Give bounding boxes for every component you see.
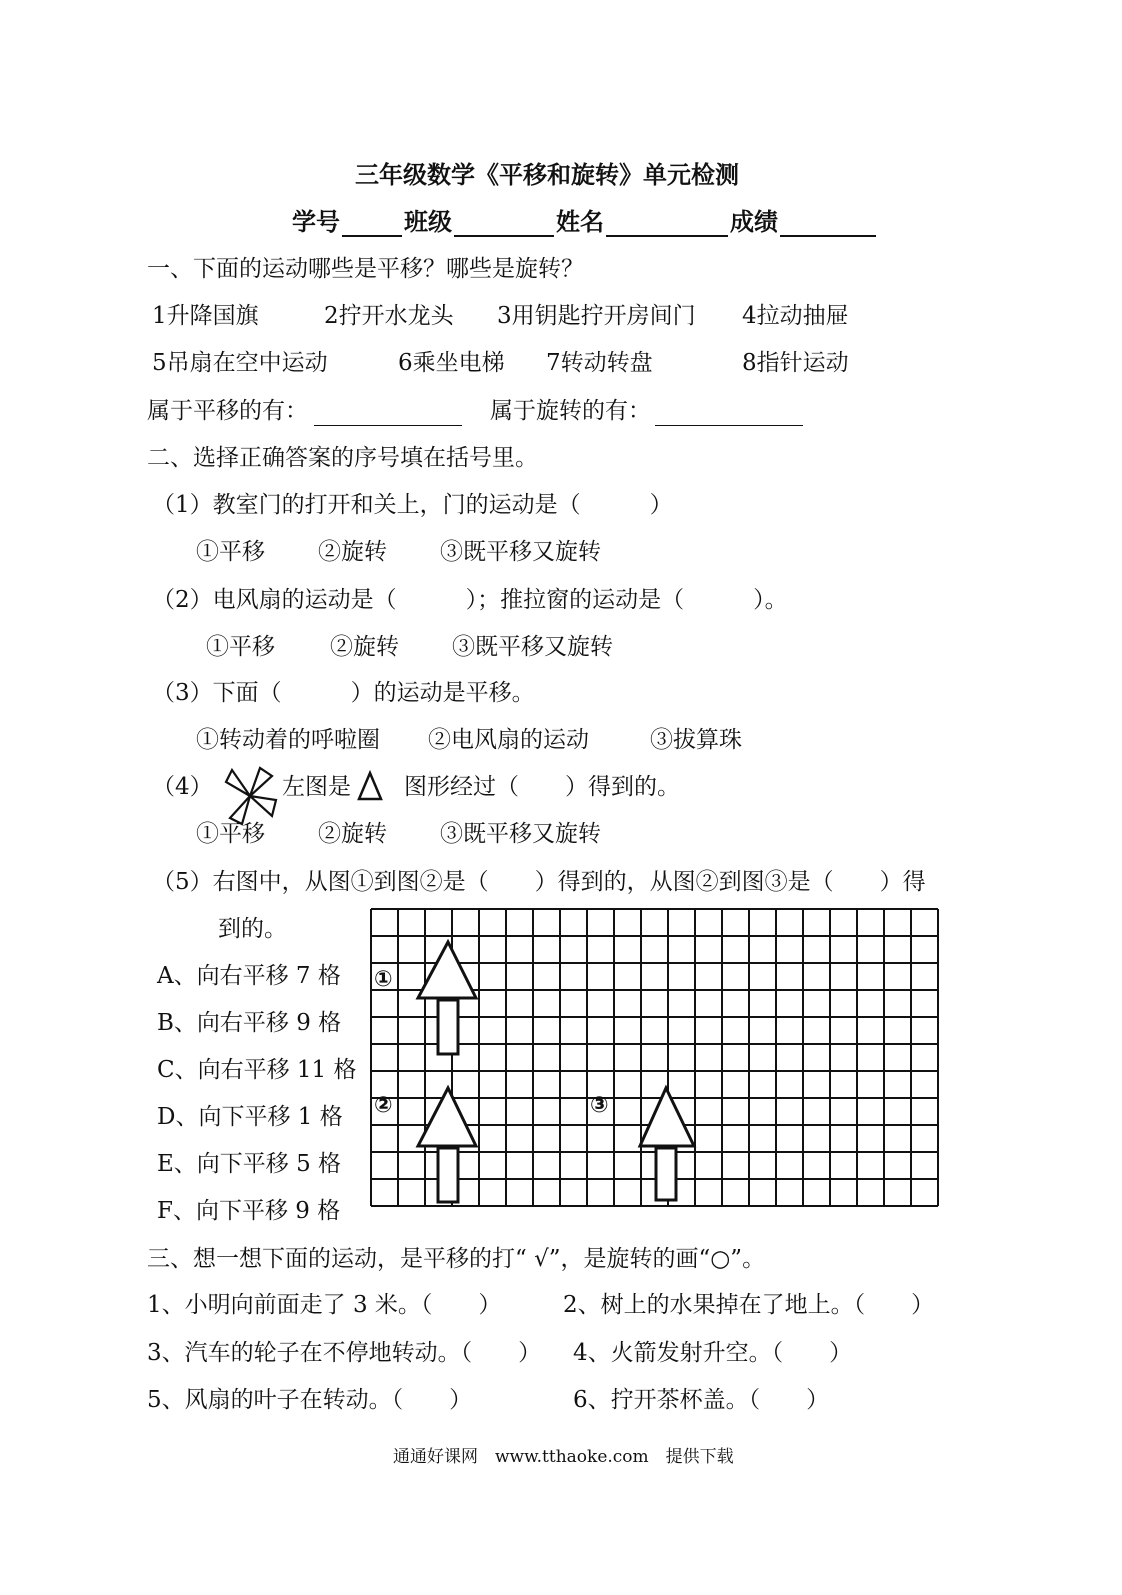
q3-option: ③拔算珠	[650, 727, 742, 753]
page-title: 三年级数学《平移和旋转》单元检测	[355, 160, 739, 189]
section1-item: 3用钥匙拧开房间门	[497, 303, 696, 329]
rotate-answer-field[interactable]	[655, 403, 803, 426]
arrow-figure-2	[418, 1088, 476, 1202]
section1-heading: 一、下面的运动哪些是平移？哪些是旋转？	[147, 256, 584, 282]
section2-heading: 二、选择正确答案的序号填在括号里。	[147, 445, 538, 471]
q1-option: ③既平移又旋转	[440, 539, 601, 565]
student-info-row	[292, 207, 878, 237]
q3-option: ②电风扇的运动	[428, 727, 589, 753]
q2-text: （2）电风扇的运动是（ ）；推拉窗的运动是（ ）。	[152, 587, 788, 613]
section3-item: 6、拧开茶杯盖。（ ）	[573, 1387, 830, 1413]
section1-item: 8指针运动	[742, 350, 849, 376]
student-id-label: 学号	[292, 207, 340, 236]
q2-option: ②旋转	[330, 634, 399, 660]
translate-answer-field[interactable]	[314, 403, 462, 426]
q1-option: ①平移	[196, 539, 265, 565]
translate-answer-row	[147, 396, 462, 426]
q3-option: ①转动着的呼啦圈	[196, 727, 380, 753]
triangle-shape	[356, 770, 384, 802]
section1-item: 4拉动抽屉	[742, 303, 849, 329]
pinwheel-figure	[222, 766, 278, 826]
name-label: 姓名	[556, 207, 604, 236]
rotate-label: 属于旋转的有：	[490, 398, 651, 424]
section1-item: 7转动转盘	[546, 350, 653, 376]
translation-grid	[368, 906, 944, 1208]
section3-item: 4、火箭发射升空。（ ）	[573, 1340, 853, 1366]
section1-item: 5吊扇在空中运动	[152, 350, 328, 376]
q2-option: ①平移	[206, 634, 275, 660]
student-id-field[interactable]	[342, 211, 402, 237]
rotate-answer-row	[490, 396, 803, 426]
class-field[interactable]	[454, 211, 554, 237]
q5-option: D、向下平移 1 格	[157, 1104, 343, 1130]
q5-option: C、向右平移 11 格	[157, 1057, 357, 1083]
section3-item: 3、汽车的轮子在不停地转动。（ ）	[147, 1340, 542, 1366]
q4-option: ②旋转	[318, 821, 387, 847]
q4-text-a: 左图是	[282, 774, 351, 800]
section3-item: 1、小明向前面走了 3 米。（ ）	[147, 1292, 502, 1318]
q3-text: （3）下面（ ）的运动是平移。	[152, 680, 535, 706]
q5-option: A、向右平移 7 格	[157, 963, 341, 989]
arrow-figure-1	[418, 942, 476, 1054]
q5-option: E、向下平移 5 格	[157, 1151, 342, 1177]
q5-option: F、向下平移 9 格	[157, 1198, 341, 1224]
score-field[interactable]	[780, 211, 876, 237]
grid-label-1: ①	[374, 967, 393, 992]
grid-label-3: ③	[590, 1093, 609, 1118]
score-label: 成绩	[730, 207, 778, 236]
q1-option: ②旋转	[318, 539, 387, 565]
section3-heading: 三、想一想下面的运动，是平移的打“ √”，是旋转的画“○”。	[147, 1246, 766, 1272]
class-label: 班级	[404, 207, 452, 236]
name-field[interactable]	[606, 211, 728, 237]
q2-option: ③既平移又旋转	[452, 634, 613, 660]
section3-item: 2、树上的水果掉在了地上。（ ）	[563, 1292, 935, 1318]
q4-number: （4）	[152, 774, 213, 800]
q5-text: （5）右图中，从图①到图②是（ ）得到的，从图②到图③是（ ）得	[152, 869, 926, 895]
section3-item: 5、风扇的叶子在转动。（ ）	[147, 1387, 473, 1413]
q4-text-b: 图形经过（ ）得到的。	[404, 774, 680, 800]
section1-item: 1升降国旗	[152, 303, 259, 329]
arrow-figure-3	[640, 1088, 694, 1200]
page-footer: 通通好课网 www.tthaoke.com 提供下载	[393, 1447, 734, 1467]
q4-option: ①平移	[196, 821, 265, 847]
q5-text-cont: 到的。	[218, 916, 287, 942]
grid-label-2: ②	[374, 1093, 393, 1118]
q1-text: （1）教室门的打开和关上，门的运动是（ ）	[152, 492, 673, 518]
q5-option: B、向右平移 9 格	[157, 1010, 342, 1036]
q4-option: ③既平移又旋转	[440, 821, 601, 847]
translate-label: 属于平移的有：	[147, 398, 308, 424]
section1-item: 6乘坐电梯	[398, 350, 505, 376]
section1-item: 2拧开水龙头	[324, 303, 454, 329]
